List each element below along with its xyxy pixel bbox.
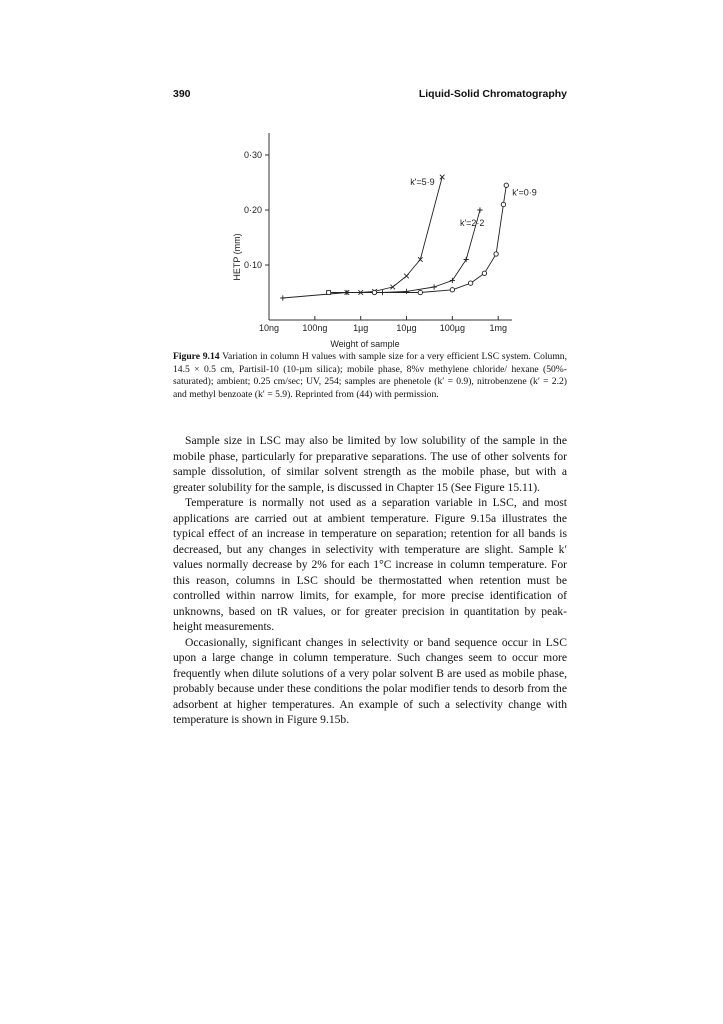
y-tick-label: 0·20: [243, 205, 262, 215]
data-point: [464, 257, 469, 262]
data-point: [432, 284, 437, 289]
x-tick-label: 100ng: [302, 323, 328, 333]
data-point: [326, 290, 330, 294]
y-tick-label: 0·30: [243, 150, 262, 160]
y-tick-label: 0·10: [243, 260, 262, 270]
figure-hetp-chart: [220, 125, 537, 350]
page-header: [173, 88, 567, 102]
series-line-1: [329, 177, 443, 293]
data-point: [280, 295, 285, 300]
body-paragraph: Occasionally, significant changes in selectivity or band sequence occur in LSC upon a large change in column temperature. Such changes seem to occur more frequently when dilute solutions of a very polar solvent B are used as mobile phase, probably because under these conditions the polar modifier tends to desorb from the adsorbent at higher temperatures. An example of such a selectivity change with temperature is shown in Figure 9.15b.: [173, 635, 567, 726]
data-point: [501, 202, 505, 206]
data-point: [450, 288, 454, 292]
x-axis-label: Weight of sample: [330, 339, 400, 349]
data-point: [504, 183, 508, 187]
hetp-chart-svg: [220, 125, 537, 350]
series-annotation: k'=2·2: [459, 218, 485, 228]
x-tick-label: 1µg: [353, 323, 369, 333]
data-point: [450, 278, 455, 283]
figure-caption-label: Figure 9.14: [173, 351, 220, 362]
series-line-2: [283, 210, 480, 298]
data-point: [482, 271, 486, 275]
data-point: [372, 290, 376, 294]
data-point: [477, 207, 482, 212]
data-point: [404, 274, 409, 279]
body-text: [173, 433, 567, 728]
body-paragraph: Sample size in LSC may also be limited by low solubility of the sample in the mobile phase, particularly for preparative separations. The use of other solvents for sample dissolution, of similar solvent strength as the mobile phase, but with a greater solubility for the sample, is discussed in Chapter 15 (See Figure 15.11).: [173, 434, 567, 494]
data-point: [404, 289, 409, 294]
y-axis-label: HETP (mm): [232, 233, 242, 281]
data-point: [418, 290, 422, 294]
page-number: 390: [173, 88, 191, 100]
data-point: [468, 281, 472, 285]
figure-caption-text: Variation in column H values with sample size for a very efficient LSC system. Column, 14.5 × 0.5 cm, Partisil-10 (10-µm silica); mobile phase, 8%v methylene chloride/ hexane (50%-saturated); ambient; 0.25 cm/sec; UV, 254; samples are phenetole (k′ = 0.9), nitrobenzene (k′ = 2.2) and methyl benzoate (k′ = 5.9). Reprinted from (44) with permission.: [173, 351, 567, 400]
x-tick-label: 10ng: [258, 323, 280, 333]
body-paragraph: Temperature is normally not used as a separation variable in LSC, and most applications are carried out at ambient temperature. Figure 9.15a illustrates the typical effect of an increase in temperature on separation; retention for all bands is decreased, but any changes in selectivity with temperature are slight. Sample k′ values normally decrease by 2% for each 1°C increase in column temperature. For this reason, columns in LSC should be thermostatted when retention must be controlled within narrow limits, for example, for more precise identification of unknowns, based on tR values, or for greater precision in quantitation by peak-height measurements.: [173, 496, 567, 633]
x-tick-label: 100µg: [439, 323, 465, 333]
series-annotation: k'=5·9: [410, 177, 435, 187]
data-point: [494, 252, 498, 256]
x-tick-label: 10µg: [396, 323, 417, 333]
running-head: Liquid-Solid Chromatography: [418, 88, 567, 100]
x-tick-label: 1mg: [489, 323, 507, 333]
series-line-3: [329, 185, 507, 292]
series-annotation: k'=0·9: [512, 187, 537, 198]
figure-caption: [173, 351, 567, 401]
